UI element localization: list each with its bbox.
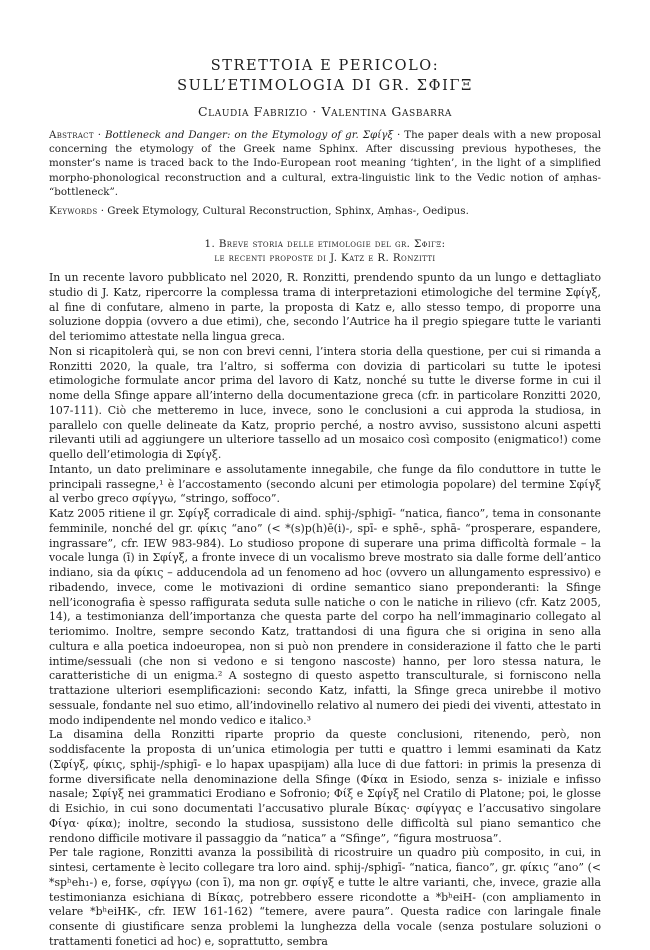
section-heading-line-1: 1. Breve storia delle etimologie del gr. Σφιγξ: [204,238,446,250]
section-heading-line-2: le recenti proposte di J. Katz e R. Ronzitti [214,252,436,264]
paragraph-4: Katz 2005 ritiene il gr. Σφίγξ corradicale di aind. sphij-/sphigī- “natica, fianco”, tema in consonante femminile, nonché del gr. φίκις “ano” (< *(s)p(h)ē(i)-, spī- e sphē-, sphā- “prosperare, espandere, ingrassare”, cfr. IEW 983-984). Lo studioso propone di superare una prima difficoltà formale – la vocale lunga (ī) in Σφίγξ, a fronte invece di un vocalismo breve mostrato sia dalle forme dell’antico indiano, sia da φίκις – adducendola ad un fenomeno ad hoc (ovvero un allungamento espressivo) e ribadendo, invece, come le motivazioni di ordine semantico siano preponderanti: la Sfinge nell’iconografia è spesso raffigurata seduta sulle natiche o con le natiche in rilievo (cfr. Katz 2005, 14), a testimonianza dell’importanza che questa parte del corpo ha nell’immaginario collegato al teriomimo. Inoltre, sempre secondo Katz, trattandosi di una figura che si origina in seno alla cultura e alla poetica indoeuropea, non si può non prendere in considerazione il fatto che le parti intime/sessuali (che non si vedono e si tengono nascoste) hanno, per loro stessa natura, le caratteristiche di un enigma.² A sostegno di questo aspetto transculturale, si forniscono nella trattazione ulteriori esemplificazioni: secondo Katz, infatti, la Sfinge greca unirebbe il motivo sessuale, fondante nel suo etimo, all’indovinello relativo al numero dei piedi dei viventi, attestato in modo indipendente nel mondo vedico e italico.³ [49,507,601,727]
article-authors: Claudia Fabrizio · Valentina Gasbarra [198,104,452,119]
article-title-line-1: STRETTOIA E PERICOLO: [210,58,440,74]
paragraph-2: Non si ricapitolerà qui, se non con brevi cenni, l’intera storia della questione, per cui si rimanda a Ronzitti 2020, la quale, tra l’altro, si sofferma con dovizia di particolari su tutte le ipotesi etimologiche formulate ancor prima del lavoro di Katz, nonché su tutte le diverse forme in cui il nome della Sfinge appare all’interno della documentazione greca (cfr. in particolare Ronzitti 2020, 107-111). Ciò che metteremo in luce, invece, sono le conclusioni a cui approda la studiosa, in parallelo con quelle delineate da Katz, proprio perché, a nostro avviso, sussistono alcuni aspetti rilevanti utili ad aggiungere un ulteriore tassello ad un mosaico così composito (enigmatico!) come quello dell’etimologia di Σφίγξ. [49,344,601,461]
abstract-block [49,128,601,199]
keywords-text: · Greek Etymology, Cultural Reconstruction, Sphinx, Aṃhas-, Oedipus. [97,205,469,217]
paragraph-3: Intanto, un dato preliminare e assolutamente innegabile, che funge da filo conduttore in tutte le principali rassegne,¹ è l’accostamento (secondo alcuni per etimologia popolare) del termine Σφίγξ al verbo greco σφίγγω, “stringo, soffoco”. [49,462,601,506]
abstract-text: · The paper deals with a new proposal concerning the etymology of the Greek name Sphinx. After discussing previous hypotheses, the monster’s name is traced back to the Indo-European root meaning ‘tighten’, in the light of a simplified morpho-phonological reconstruction and a cultural, extra-linguistic link to the Vedic notion of aṃhas- “bottleneck”. [49,129,601,198]
keywords-block [49,204,601,218]
paragraph-5: La disamina della Ronzitti riparte proprio da queste conclusioni, ritenendo, però, non soddisfacente la proposta di un’unica etimologia per tutti e quattro i lemmi esaminati da Katz (Σφίγξ, φίκις, sphij-/sphigī- e lo hapax upaspijam) alla luce di due fattori: in primis la presenza di forme diversificate nella denominazione della Sfinge (Φίκα in Esiodo, senza s- iniziale e infisso nasale; Σφίγξ nei grammatici Erodiano e Sofronio; Φίξ e Σφίγξ nel Cratilo di Platone; poi, le glosse di Esichio, in cui sono documentati l’accusativo plurale Βίκας· σφίγγας e l’accusativo singolare Φίγα· φίκα); inoltre, secondo la studiosa, sussistono delle difficoltà sul piano semantico che rendono difficile motivare il passaggio da “natica” a “Sfinge”, “figura mostruosa”. [49,728,601,845]
abstract-separator: · [93,129,105,141]
article-title-line-2: SULL’ETIMOLOGIA DI GR. ΣΦΙΓΞ [177,78,473,94]
keywords-label: Keywords [49,205,98,217]
paragraph-1: In un recente lavoro pubblicato nel 2020, R. Ronzitti, prendendo spunto da un lungo e dettagliato studio di J. Katz, ripercorre la complessa trama di interpretazioni etimologiche del termine Σφίγξ, al fine di confutare, almeno in parte, la proposta di Katz e, allo stesso tempo, di proporre una soluzione doppia (ovvero a due etimi), che, secondo l’Autrice ha il pregio spiegare tutte le varianti del teriomimo attestate nella lingua greca. [49,271,601,343]
paragraph-6: Per tale ragione, Ronzitti avanza la possibilità di ricostruire un quadro più composito, in cui, in sintesi, certamente è lecito collegare tra loro aind. sphij-/sphigī- “natica, fianco”, gr. φίκις “ano” (< *spʰeh₁-) e, forse, σφίγγω (con ī), ma non gr. σφίγξ e tutte le altre varianti, che, invece, grazie alla testimonianza esichiana di Βίκας, potrebbero essere ricondotte a *bʰeiH- (con ampliamento in velare *bʰeiHK-, cfr. IEW 161-162) “temere, avere paura”. Questa radice con laringale finale consente di giustificare senza problemi la lunghezza della vocale (senza postulare soluzioni o trattamenti fonetici ad hoc) e, soprattutto, sembra [49,846,601,948]
abstract-label: Abstract [49,129,94,141]
article-body [49,271,601,950]
abstract-english-title: Bottleneck and Danger: on the Etymology of gr. Σφίγξ [104,129,394,141]
